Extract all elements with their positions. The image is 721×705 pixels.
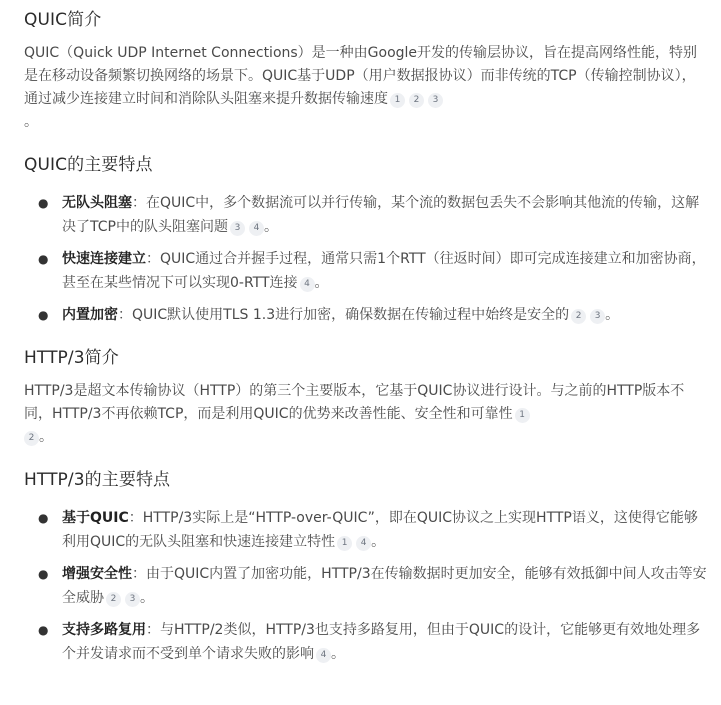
citation-badge[interactable]: 3 bbox=[428, 93, 443, 108]
feature-name: 增强安全性 bbox=[62, 566, 132, 582]
list-item bbox=[24, 506, 707, 554]
citation-badge[interactable]: 2 bbox=[409, 93, 424, 108]
feature-text: ：由于QUIC内置了加密功能，HTTP/3在传输数据时更加安全，能够有效抵御中间人攻击等安全威胁 bbox=[62, 566, 707, 606]
citation-badge[interactable]: 3 bbox=[590, 309, 605, 324]
paragraph-tail: 。 bbox=[39, 429, 53, 445]
bullet-icon: ● bbox=[38, 623, 49, 637]
bullet-icon: ● bbox=[38, 196, 49, 210]
paragraph-text: HTTP/3是超文本传输协议（HTTP）的第三个主要版本，它基于QUIC协议进行设计。与之前的HTTP版本不同，HTTP/3不再依赖TCP，而是利用QUIC的优势来改善性能、安全性和可靠性 bbox=[24, 383, 685, 422]
bullet-icon: ● bbox=[38, 308, 49, 322]
feature-name: 基于QUIC bbox=[62, 510, 129, 526]
citation-badge[interactable]: 2 bbox=[106, 592, 121, 607]
citation-badge[interactable]: 4 bbox=[249, 221, 264, 236]
section-title-http3-features: HTTP/3的主要特点 bbox=[24, 470, 171, 490]
citation-badge[interactable]: 1 bbox=[337, 536, 352, 551]
feature-tail: 。 bbox=[605, 307, 620, 323]
citation-badge[interactable]: 1 bbox=[515, 408, 530, 423]
feature-text: ：HTTP/3实际上是“HTTP-over-QUIC”，即在QUIC协议之上实现HTTP语义，这使得它能够利用QUIC的无队头阻塞和快速连接建立特性 bbox=[62, 510, 698, 550]
paragraph-text: QUIC（Quick UDP Internet Connections）是一种由Google开发的传输层协议，旨在提高网络性能，特别是在移动设备频繁切换网络的场景下。QUIC基于UDP（用户数据报协议）而非传统的TCP（传输控制协议），通过减少连接建立时间和消除队头阻塞来提升数据传输速度 bbox=[24, 45, 698, 107]
citation-badge[interactable]: 4 bbox=[316, 648, 331, 663]
feature-list-http3 bbox=[24, 506, 707, 666]
feature-name: 支持多路复用 bbox=[62, 622, 146, 638]
paragraph-tail: 。 bbox=[24, 114, 38, 130]
citation-badge[interactable]: 1 bbox=[390, 93, 405, 108]
feature-name: 内置加密 bbox=[62, 307, 118, 323]
bullet-icon: ● bbox=[38, 567, 49, 581]
paragraph-quic-intro bbox=[24, 42, 707, 134]
feature-list-quic bbox=[24, 191, 707, 327]
list-item bbox=[24, 618, 707, 666]
citation-badge[interactable]: 3 bbox=[230, 221, 245, 236]
feature-tail: 。 bbox=[314, 275, 329, 291]
list-item bbox=[24, 303, 707, 327]
list-item bbox=[24, 247, 707, 295]
section-title-quic-features: QUIC的主要特点 bbox=[24, 155, 153, 175]
bullet-icon: ● bbox=[38, 511, 49, 525]
section-title-quic-intro: QUIC简介 bbox=[24, 10, 102, 30]
feature-name: 无队头阻塞 bbox=[62, 195, 132, 211]
feature-text: ：QUIC默认使用TLS 1.3进行加密，确保数据在传输过程中始终是安全的 bbox=[118, 307, 570, 323]
paragraph-http3-intro bbox=[24, 380, 707, 449]
feature-text: ：与HTTP/2类似，HTTP/3也支持多路复用，但由于QUIC的设计，它能够更有效地处理多个并发请求而不受到单个请求失败的影响 bbox=[62, 622, 701, 662]
feature-tail: 。 bbox=[263, 219, 278, 235]
citation-badge[interactable]: 2 bbox=[571, 309, 586, 324]
list-item bbox=[24, 191, 707, 239]
feature-tail: 。 bbox=[140, 590, 154, 606]
citation-badge[interactable]: 4 bbox=[356, 536, 371, 551]
feature-name: 快速连接建立 bbox=[62, 251, 146, 267]
citation-badge[interactable]: 2 bbox=[24, 431, 39, 446]
citation-badge[interactable]: 3 bbox=[125, 592, 140, 607]
feature-text: ：QUIC通过合并握手过程，通常只需1个RTT（往返时间）即可完成连接建立和加密协商，甚至在某些情况下可以实现0-RTT连接 bbox=[62, 251, 706, 291]
citation-badge[interactable]: 4 bbox=[300, 277, 315, 292]
section-title-http3-intro: HTTP/3简介 bbox=[24, 348, 119, 368]
list-item bbox=[24, 562, 707, 610]
bullet-icon: ● bbox=[38, 252, 49, 266]
feature-tail: 。 bbox=[331, 646, 345, 662]
feature-text: ：在QUIC中，多个数据流可以并行传输，某个流的数据包丢失不会影响其他流的传输，这解决了TCP中的队头阻塞问题 bbox=[62, 195, 700, 235]
feature-tail: 。 bbox=[371, 534, 386, 550]
